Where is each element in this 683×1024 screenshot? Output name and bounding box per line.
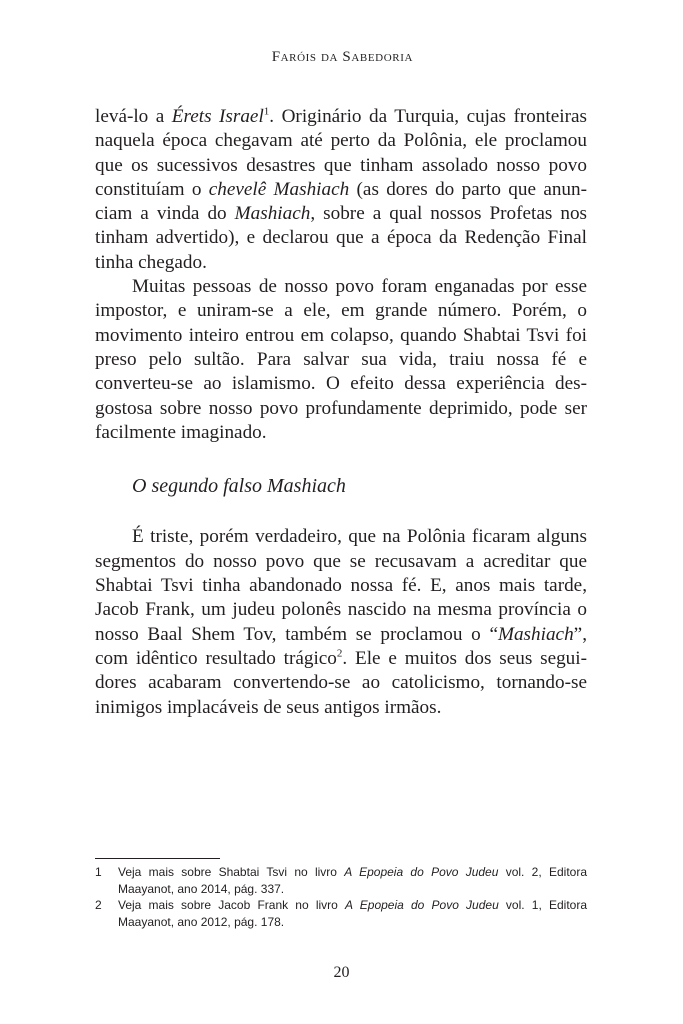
term-mashiach: Mashiach	[234, 203, 311, 225]
text-run: . Originário da Turquia, cujas fronteiras naquela época chegavam até perto da Polônia, ele proclamou que os sucessivos desastres que tinham assolado nosso povo constituíam o	[95, 106, 587, 200]
text-run: , sobre a qual nossos Profetas nos tinham advertido), e declarou que a época da Redenção Final tinha chegado.	[95, 203, 588, 273]
footnote-ref-2[interactable]: 2	[336, 647, 343, 660]
footnotes	[95, 864, 587, 930]
paragraph-3	[95, 525, 587, 719]
text-run: Veja mais sobre Jacob Frank no livro	[118, 898, 346, 912]
term-mashiach: Mashiach	[497, 623, 574, 645]
footnote-divider	[95, 858, 220, 859]
footnote-text	[118, 897, 587, 930]
footnote-text	[118, 864, 587, 897]
footnote-ref-1[interactable]: 1	[263, 105, 270, 118]
text-run: vol. 2, Editora Maayanot, ano 2014, pág. 337.	[118, 865, 587, 896]
footnote-2	[95, 897, 587, 930]
page-number: 20	[333, 964, 350, 981]
footnote-number: 2	[95, 898, 102, 912]
text-run: levá-lo a	[95, 106, 172, 127]
text-run: É triste, porém verdadeiro, que na Polônia ficaram alguns segmentos do nosso povo que se recusavam a acreditar que Shabtai Tsvi tinha abandonado nossa fé. E, anos mais tarde, Jacob Frank, um judeu polonês nascido na mesma província o nosso Baal Shem Tov, também se proclamou o “	[95, 526, 587, 645]
paragraph-2: Muitas pessoas de nosso povo foram enganadas por esse impostor, e uniram-se a ele, em grande número. Porém, o movimento inteiro entrou em colapso, quando Shabtai Tsvi foi preso pelo sultão. Para salvar sua vida, traiu nossa fé e converteu-se ao islamismo. O efeito dessa experiência desgostosa sobre nosso povo profundamente deprimido, pode ser facilmente imaginado.	[95, 276, 587, 443]
term-erets-israel: Érets Israel	[171, 106, 264, 127]
book-title: A Epopeia do Povo Judeu	[344, 865, 499, 879]
paragraph-1	[95, 105, 587, 275]
section-heading: O segundo falso Mashiach	[132, 475, 346, 498]
term-chevele-mashiach: chevelê Mashiach	[208, 178, 350, 200]
footnote-1	[95, 864, 587, 897]
text-run: (as dores do parto que anunciam a vinda do	[95, 178, 588, 225]
body-text	[95, 105, 587, 720]
text-run: vol. 1, Editora Maayanot, ano 2012, pág. 178.	[118, 898, 587, 929]
footnote-number: 1	[95, 865, 102, 879]
text-run: . Ele e muitos dos seus seguidores acabaram convertendo-se ao catolicismo, tornando-se inimigos implacáveis de seus antigos irmãos.	[95, 647, 587, 718]
text-run: ”, com idêntico resultado trágico	[95, 623, 587, 669]
running-head: Faróis da Sabedoria	[271, 49, 413, 65]
book-title: A Epopeia do Povo Judeu	[345, 898, 499, 912]
text-run: Veja mais sobre Shabtai Tsvi no livro	[118, 865, 345, 879]
